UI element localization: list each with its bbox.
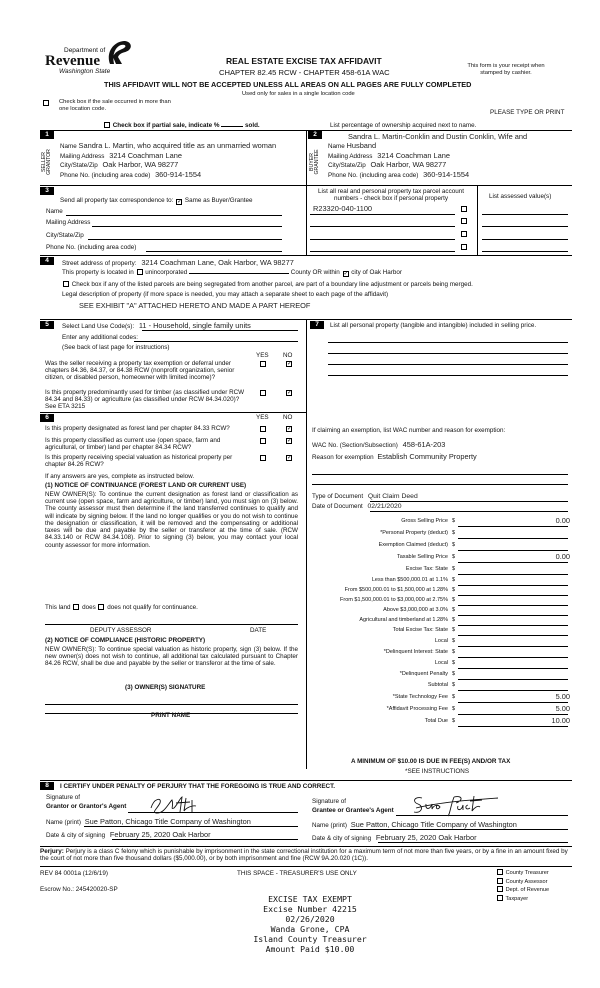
located-row [62,269,402,277]
rule [66,215,282,216]
dept-line: Department of [64,47,106,54]
s6-no-header: NO [283,414,293,421]
exemption-claim-label: If claiming an exemption, list WAC number and reason for exemption: [312,427,506,434]
tax-row-currency: $ [452,660,456,666]
seller-name-row [60,142,276,151]
grantee-agent-label: Grantee or Grantee's Agent [312,807,394,814]
s5-question-1: Was the seller receiving a property tax exemption or deferral under chapters 84.36, 84.37, or 84.38 RCW (nonprofit organization, senior citizen, or disabled person, homeowner with limited income)? [45,360,235,382]
rule [84,826,298,827]
tax-row-label: Total Due [424,718,448,724]
reason-row [312,453,477,462]
city-checkbox[interactable]: ✓ [343,271,349,277]
tax-row-label: From $500,000.01 to $1,500,000 at 1.28% [344,587,448,593]
seller-phone-value[interactable]: 360-914-1554 [155,170,202,179]
rule [142,330,298,331]
reason-value[interactable]: Establish Community Property [377,452,477,461]
buyer-phone-row [328,171,469,180]
copy-checkbox[interactable] [497,886,503,892]
tax-row-currency: $ [452,671,456,677]
see-instructions-note: *SEE INSTRUCTIONS [405,768,470,775]
seller-name-value[interactable]: Sandra L. Martin, who acquired title as an unmarried woman [78,141,277,150]
multi-location-label: Check box if the sale occurred in more than one location code. [59,99,171,112]
perjury-statement [40,848,570,862]
s6-question-2: Is this property classified as current use (open space, farm and agricultural, or timber) land per chapter 84.34 RCW? [45,437,221,452]
rule [482,226,568,227]
tax-row-currency: $ [452,530,456,536]
buyer-name-row [328,142,376,151]
doc-type-row [312,493,418,501]
doc-type-label: Type of Document [312,493,364,500]
treasurer-stamp [240,894,380,954]
grantee-sig-of: Signature of [312,798,346,805]
segregated-row [62,281,473,288]
rule [306,185,307,255]
stamp-line-5: Island County Treasurer [253,934,367,944]
state-line: Washington State [59,68,111,75]
rule [312,474,568,475]
tax-row-line [458,574,568,575]
this-land-label: This land [45,604,71,611]
rule [328,353,568,354]
s6-question-1: Is this property designated as forest land per chapter 84.33 RCW? [45,425,230,432]
grantor-name-label: Name (print) [46,819,81,826]
section-7-number: 7 [310,321,324,329]
stamp-line-2: Excise Number 42215 [263,904,357,914]
seller-phone-row [60,171,201,180]
tax-row-line [458,690,568,691]
seller-name-label: Name [60,143,77,150]
tax-row-line [458,538,568,539]
s6-q1-no[interactable]: ✓ [287,426,293,432]
grantor-agent-label: Grantor or Grantor's Agent [46,803,127,810]
county-or-label: County OR within [290,269,340,276]
tax-row-currency: $ [452,607,456,613]
rule [482,239,568,240]
notice1-text: NEW OWNER(S): To continue the current designation as forest land or classification as current use (open space, farm and agriculture, or timber) land, you must sign on (3) below. The county assessor must then determine if the land transferred continues to qualify and will indicate by signing below. If the land no longer qualifies or you do not wish to continue the designation or classification, it will be removed and the compensating or additional taxes will be due and payable by the seller or transferor at the time of sale. (RCW 84.33.140 or RCW 84.34.108). Prior to signing (3) below, you may contact your local county assessor for more information. [45,491,298,549]
wac-label: WAC No. (Section/Subsection) [312,442,398,449]
parcel-number[interactable]: R23320-040-1100 [313,204,373,213]
tax-row-value[interactable]: 10.00 [551,716,570,725]
rule [328,342,568,343]
located-label: This property is located in [62,269,134,276]
buyer-city-value[interactable]: Oak Harbor, WA 98277 [370,160,447,169]
tax-row-label: Exemption Claimed (deduct) [378,542,448,548]
receipt-note: This form is your receipt when stamped by cashier. [467,63,545,76]
rule [310,239,455,240]
partial-sale-blank[interactable] [221,126,243,127]
this-land-row [45,604,198,611]
rule [40,780,572,781]
tax-row-line [458,668,568,669]
tax-row-line [458,635,568,636]
tax-row-line [458,646,568,647]
buyer-phone-value[interactable]: 360-914-1554 [423,170,470,179]
tax-row-line [458,615,568,616]
s3-mail-label: Mailing Address [46,219,91,226]
doc-type-value[interactable]: Quit Claim Deed [367,493,418,500]
rule [312,484,568,485]
rule [378,842,568,843]
does-label: does [82,604,96,611]
stamp-line-1: EXCISE TAX EXEMPT [268,894,352,904]
s5-q1-no[interactable]: ✓ [287,361,293,367]
perjury-label: Perjury: [40,848,64,855]
section-4-number: 4 [40,257,54,265]
seller-city-row [60,161,178,170]
rule [482,251,568,252]
form-title: REAL ESTATE EXCISE TAX AFFIDAVIT [226,56,382,66]
rule [88,239,282,240]
s6-q1-yes[interactable] [260,426,266,432]
s3-phone-label: Phone No. (including area code) [46,244,137,251]
rule [477,185,478,255]
tax-row-currency: $ [452,682,456,688]
assessed-header: List assessed value(s) [489,193,552,200]
tax-row-label: Taxable Selling Price [396,554,448,560]
buyer-city-row [328,161,446,170]
section-2-number: 2 [308,131,322,139]
s5-q2-no[interactable]: ✓ [287,390,293,396]
street-label: Street address of property: [62,260,137,267]
tax-row-currency: $ [452,694,456,700]
copy-county-assessor [496,878,549,887]
tax-row-label: *Affidavit Processing Fee [386,706,448,712]
doc-date-value[interactable]: 02/21/2020 [367,503,402,510]
tax-row-value[interactable]: 5.00 [555,704,570,713]
tax-row-value[interactable]: 0.00 [555,516,570,525]
rule [370,501,568,502]
rule [310,214,455,215]
rule [350,829,568,830]
notice2-title: (2) NOTICE OF COMPLIANCE (HISTORIC PROPERTY) [45,637,206,644]
rule [146,251,282,252]
grantor-name-value[interactable]: Sue Patton, Chicago Title Company of Washington [84,817,251,826]
tax-row-currency: $ [452,518,456,524]
owner-signature-label: (3) OWNER(S) SIGNATURE [125,684,206,691]
grantee-date-value[interactable]: February 25, 2020 Oak Harbor [375,833,477,842]
deputy-assessor-label: DEPUTY ASSESSOR [90,627,152,634]
tax-row-line [458,714,568,715]
grantee-signature [410,792,500,818]
segregated-label: Check box if any of the listed parcels are being segregated from another parcel, are part of a boundary line adjustment or parcels being merged. [71,281,473,288]
escrow-number: Escrow No.: 245420020-SP [40,886,118,893]
tax-row-label: Total Excise Tax: State [392,627,448,633]
segregated-checkbox[interactable] [63,281,69,287]
copy-label: Taxpayer [505,895,529,902]
legal-value[interactable]: SEE EXHIBIT "A" ATTACHED HERETO AND MADE A PART HEREOF [79,301,311,310]
seller-city-label: City/State/Zip [60,162,98,169]
partial-sale-label: Check box if partial sale, indicate % [112,122,220,129]
rule [482,214,568,215]
rule [92,226,282,227]
s6-q2-no[interactable]: ✓ [287,438,293,444]
section-3-number: 3 [40,187,54,195]
rule [40,846,572,847]
s3-name-label: Name [46,208,63,215]
tax-row-currency: $ [452,638,456,644]
tax-row-line [458,526,568,527]
buyer-phone-label: Phone No. (including area code) [328,172,419,179]
copy-taxpayer [496,895,549,904]
rule [328,375,568,376]
minimum-due-note: A MINIMUM OF $10.00 IS DUE IN FEE(S) AND/OR TAX [351,758,511,765]
stamp-line-4: Wanda Grone, CPA [270,924,350,934]
seller-side-label: SELLER GRANTOR [41,149,52,175]
tax-row-currency: $ [452,617,456,623]
county-blank[interactable] [189,273,289,274]
tax-row-currency: $ [452,587,456,593]
rule [40,255,572,256]
multi-location-checkbox[interactable] [43,100,49,106]
rev-number: REV 84 0001a (12/6/19) [40,870,108,877]
partial-sale-row [103,122,260,129]
rule [40,412,306,413]
street-row [62,259,294,268]
buyer-side-label: BUYER GRANTEE [309,149,320,175]
buyer-name-line1[interactable]: Sandra L. Martin-Conklin and Dustin Conklin, Wife and [348,132,528,141]
tax-row-line [458,562,568,563]
copy-county-treasurer [496,869,549,878]
tax-row-label: Agricultural and timberland at 1.28% [359,617,448,623]
does-not-checkbox[interactable] [98,604,104,610]
tax-row-currency: $ [452,566,456,572]
tax-row-line [458,702,568,703]
tax-row-label: *Personal Property (deduct) [380,530,448,536]
tax-row-currency: $ [452,542,456,548]
treasurer-space: THIS SPACE - TREASURER'S USE ONLY [237,870,357,877]
tax-row-label: Local [434,638,448,644]
rule [328,364,568,365]
s6-question-3: Is this property receiving special valuation as historical property per chapter 84.26 RCW? [45,454,233,469]
rule [112,839,298,840]
deputy-date-label: DATE [250,627,267,634]
tax-row-line [458,605,568,606]
tax-row-currency: $ [452,627,456,633]
land-use-value[interactable]: 11 - Household, single family units [138,321,251,330]
doc-date-label: Date of Document [312,503,363,510]
tax-row-currency: $ [452,706,456,712]
revenue-logo-icon [104,38,134,68]
buyer-name-line2[interactable]: Husband [346,141,377,150]
same-as-buyer-checkbox[interactable]: ✓ [177,199,183,205]
correspondence-label: Send all property tax correspondence to: [60,197,174,204]
copy-checkbox[interactable] [497,895,503,901]
personal-property-label: List all personal property (tangible and intangible) included in selling price. [330,322,537,329]
doc-date-row [312,503,402,511]
single-location-note: Used only for sales in a single location code [242,91,355,97]
tax-row-line [458,595,568,596]
seller-phone-label: Phone No. (including area code) [60,172,151,179]
seller-mail-value[interactable]: 3214 Coachman Lane [109,151,182,160]
unincorporated-checkbox[interactable] [137,269,143,275]
correspondence-row [60,197,252,205]
same-as-buyer-label: Same as Buyer/Grantee [184,197,253,204]
tax-row-label: *Delinquent Interest: State [383,649,448,655]
ownership-header: List percentage of ownership acquired next to name. [330,122,477,129]
does-checkbox[interactable] [73,604,79,610]
copy-checkbox[interactable] [497,869,503,875]
tax-row-line [458,726,568,727]
copy-label: Dept. of Revenue [505,887,550,893]
print-name-label: PRINT NAME [151,712,191,719]
s6-q2-yes[interactable] [260,438,266,444]
parcel-3-checkbox[interactable] [461,231,467,237]
revenue-wordmark: Revenue [45,53,100,69]
s5-q1-yes[interactable] [260,361,266,367]
tax-row-currency: $ [452,554,456,560]
grantee-name-value[interactable]: Sue Patton, Chicago Title Company of Washington [350,820,517,829]
reason-label: Reason for exemption [312,454,374,461]
form-warning: THIS AFFIDAVIT WILL NOT BE ACCEPTED UNLESS ALL AREAS ON ALL PAGES ARE FULLY COMPLETED [104,80,472,89]
rule [310,226,455,227]
section-8-number: 8 [40,782,54,790]
rule [40,866,572,867]
stamp-line-3: 02/26/2020 [285,914,335,924]
s6-q3-no[interactable]: ✓ [287,455,293,461]
copy-dept-revenue [496,886,549,895]
rule [306,130,307,185]
tax-row-currency: $ [452,577,456,583]
tax-row-line [458,625,568,626]
tax-row-label: Gross Selling Price [401,518,448,524]
copy-label: County Assessor [505,878,548,885]
rule [306,319,307,769]
land-use-label: Select Land Use Code(s): [62,323,135,330]
copy-list [496,869,549,903]
section-5-number: 5 [40,321,54,329]
tax-row-line [458,550,568,551]
rule [370,511,568,512]
grantor-date-value[interactable]: February 25, 2020 Oak Harbor [109,830,211,839]
s5-q2-yes[interactable] [260,390,266,396]
s5-no-header: NO [283,352,293,359]
parcel-header: List all real and personal property tax parcel account numbers - check box if personal property [318,188,464,203]
parcel-2-checkbox[interactable] [461,218,467,224]
form-chapter: CHAPTER 82.45 RCW - CHAPTER 458-61A WAC [219,68,390,77]
tax-row-line [458,679,568,680]
tax-row-label: Excise Tax: State [405,566,448,572]
tax-row-value[interactable]: 0.00 [555,552,570,561]
tax-row-currency: $ [452,718,456,724]
copy-label: County Treasurer [505,870,549,876]
certify-statement: I CERTIFY UNDER PENALTY OF PERJURY THAT THE FOREGOING IS TRUE AND CORRECT. [60,783,335,790]
parcel-1-checkbox[interactable] [461,206,467,212]
stamp-line-6: Amount Paid $10.00 [265,944,355,954]
copy-checkbox[interactable] [497,878,503,884]
tax-row-label: Above $3,000,000 at 3.0% [383,607,448,613]
section-1-number: 1 [40,131,54,139]
buyer-name-label: Name [328,143,345,150]
tax-row-label: From $1,500,000.01 to $3,000,000 at 2.75% [340,597,448,603]
tax-row-label: Subtotal [427,682,448,688]
street-value[interactable]: 3214 Coachman Lane, Oak Harbor, WA 98277 [141,258,294,267]
s6-q3-yes[interactable] [260,455,266,461]
tax-row-currency: $ [452,649,456,655]
seller-mail-label: Mailing Address [60,153,105,160]
buyer-city-label: City/State/Zip [328,162,366,169]
notice1-title: (1) NOTICE OF CONTINUANCE (FOREST LAND OR CURRENT USE) [45,482,247,489]
grantor-sig-of: Signature of [46,794,80,801]
buyer-mail-label: Mailing Address [328,153,373,160]
buyer-mail-value[interactable]: 3214 Coachman Lane [377,151,450,160]
tax-row-label: Less than $500,000.01 at 1.1% [371,577,448,583]
please-type: PLEASE TYPE OR PRINT [490,109,565,116]
tax-row-currency: $ [452,597,456,603]
grantee-date-label: Date & city of signing [312,835,372,842]
grantee-name-label: Name (print) [312,822,347,829]
parcel-4-checkbox[interactable] [461,244,467,250]
see-back-label: (See back of last page for instructions) [62,344,170,351]
rule [45,624,298,625]
if-yes-note: If any answers are yes, complete as instructed below. [45,473,195,480]
rule [45,704,298,705]
unincorporated-label: unincorporated [145,269,188,276]
s3-city-label: City/State/Zip [46,232,84,239]
s6-yes-header: YES [256,414,269,421]
additional-codes-label: Enter any additional codes: [62,334,138,341]
does-not-label: does not qualify for continuance. [107,604,198,611]
notice2-text: NEW OWNER(S): To continue special valuation as historic property, sign (3) below. If the new owner(s) does not wish to continue, all additional tax calculated pursuant to Chapter 84.26 RCW, shall be due and payable by the seller or transferor at the time of sale. [45,646,298,668]
tax-row-label: *State Technology Fee [392,694,448,700]
tax-row-line [458,657,568,658]
rule [310,251,455,252]
rule [134,341,298,342]
perjury-text: Perjury is a class C felony which is punishable by imprisonment in the state correctional institution for a maximum term of not more than five years, or by a fine in an amount fixed by the court of not more than five thousand dollars ($5,000.00), or by both imprisonment and fine (RCW 9A.20.020 (1C)). [40,848,568,863]
legal-label: Legal description of property (if more space is needed, you may attach a separate sheet to each page of the affidavit) [62,291,389,298]
tax-row-line [458,585,568,586]
grantor-date-label: Date & city of signing [46,832,106,839]
s5-question-2: Is this property predominantly used for timber (as classified under RCW 84.34 and 84.33) or agriculture (as classified under RCW 84.34.020)? See ETA 3215 [45,389,245,411]
tax-row-label: Local [434,660,448,666]
seller-city-value[interactable]: Oak Harbor, WA 98277 [102,160,179,169]
tax-row-label: *Delinquent Penalty [399,671,448,677]
partial-sale-sold: sold. [244,122,260,129]
tax-row-value[interactable]: 5.00 [555,692,570,701]
city-label: city of Oak Harbor [351,269,403,276]
s5-yes-header: YES [256,352,269,359]
partial-sale-checkbox[interactable] [104,122,110,128]
section-6-number: 6 [40,414,54,422]
wac-row [312,441,445,450]
wac-value[interactable]: 458-61A-203 [402,440,446,449]
grantor-signature [148,794,203,816]
